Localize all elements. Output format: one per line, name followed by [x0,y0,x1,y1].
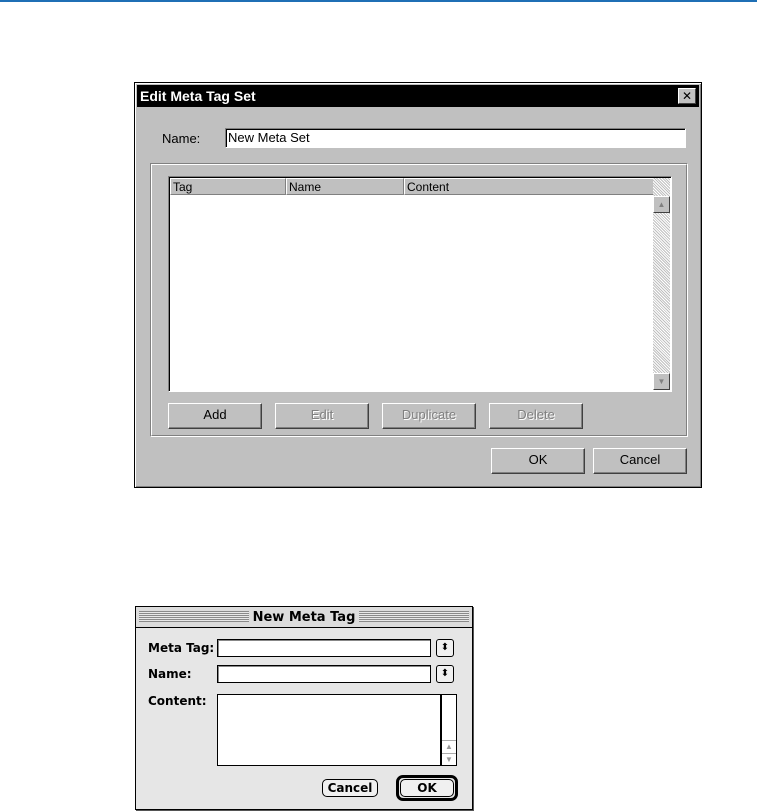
ok-button[interactable]: OK [491,448,585,474]
name-label: Name: [162,131,201,146]
new-meta-tag-dialog [135,606,473,810]
popup-arrows-icon[interactable]: ⬍ [436,639,454,657]
meta-tag-field[interactable] [217,639,431,657]
content-scrollbar[interactable] [441,694,457,766]
dialog-title-bar [137,85,699,107]
list-scrollbar[interactable] [653,178,670,390]
scroll-up-arrow-icon[interactable]: ▲ [653,196,670,213]
dialog-title-bar[interactable] [136,607,472,628]
popup-arrows-icon[interactable]: ⬍ [436,665,454,683]
list-header [170,178,654,195]
column-header-name[interactable]: Name [286,178,404,195]
top-rule [0,0,757,2]
tags-group-box [150,163,688,437]
name-input[interactable]: New Meta Set [225,128,686,148]
meta-tag-label: Meta Tag: [148,641,215,655]
name-field[interactable] [217,665,431,683]
ok-button[interactable]: OK [400,779,454,797]
close-icon[interactable]: ✕ [678,88,696,104]
edit-button[interactable]: Edit [275,403,369,429]
scroll-up-arrow-icon[interactable]: ▲ [442,740,456,753]
duplicate-button[interactable]: Duplicate [382,403,476,429]
name-label: Name: [148,667,192,681]
scroll-down-arrow-icon[interactable]: ▼ [653,373,670,390]
content-textarea[interactable] [217,694,441,766]
cancel-button[interactable]: Cancel [593,448,687,474]
meta-tag-list[interactable] [168,176,672,392]
scroll-down-arrow-icon[interactable]: ▼ [442,753,456,766]
content-label: Content: [148,694,207,708]
add-button[interactable]: Add [168,403,262,429]
cancel-button[interactable]: Cancel [322,779,378,797]
dialog-title: Edit Meta Tag Set [140,88,256,104]
column-header-tag[interactable]: Tag [170,178,286,195]
dialog-title: New Meta Tag [249,610,360,625]
delete-button[interactable]: Delete [489,403,583,429]
edit-meta-tag-set-dialog [134,82,702,488]
column-header-content[interactable]: Content [404,178,654,195]
